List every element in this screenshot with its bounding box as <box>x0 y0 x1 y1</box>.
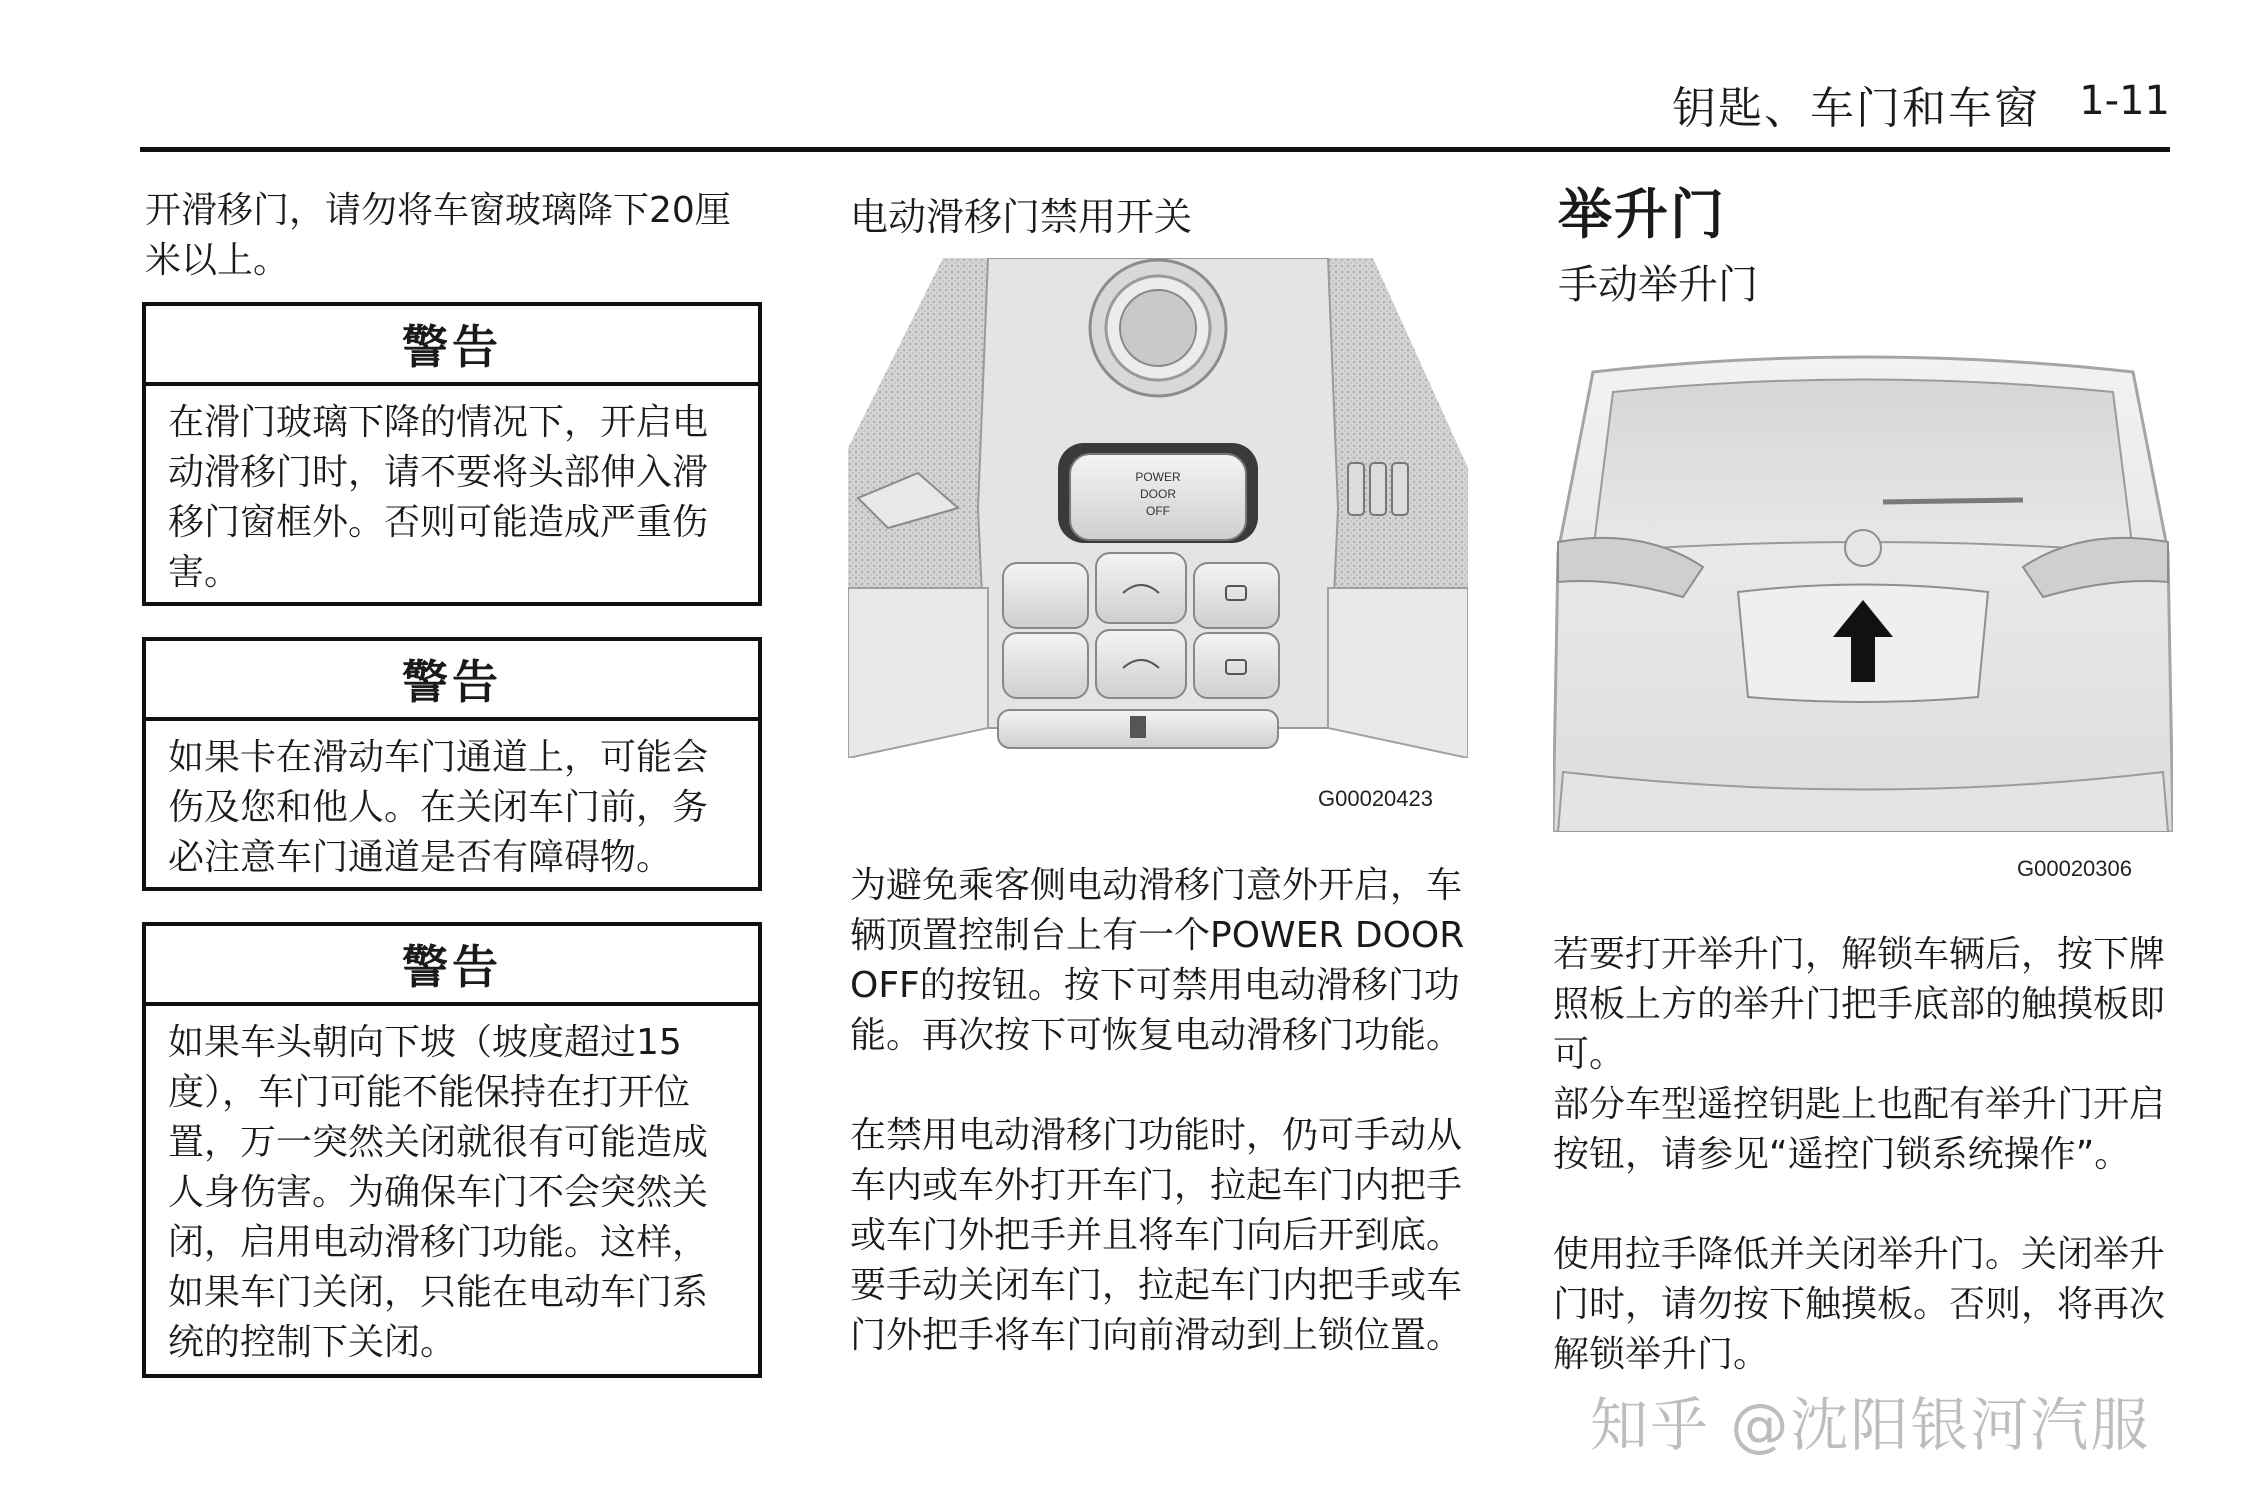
manual-liftgate-subheading: 手动举升门 <box>1558 262 1758 308</box>
warning-text: 在滑门玻璃下降的情况下，开启电动滑移门时，请不要将头部伸入滑移门窗框外。否则可能造成严重伤害。 <box>168 402 709 593</box>
liftgate-paragraph-2: 部分车型遥控钥匙上也配有举升门开启按钮，请参见“遥控门锁系统操作”。 <box>1553 1084 2166 1175</box>
section-title: 钥匙、车门和车窗 <box>1672 83 2040 134</box>
button-text-door: DOOR <box>1140 487 1176 501</box>
subheading-power-door-switch: 电动滑移门禁用开关 <box>850 195 1193 239</box>
figure-caption: G00020306 <box>2017 856 2132 881</box>
warning-text: 如果卡在滑动车门通道上，可能会伤及您和他人。在关闭车门前，务必注意车门通道是否有障碍物。 <box>168 737 709 878</box>
liftgate-heading: 举升门 <box>1558 183 1726 246</box>
overhead-console-figure <box>848 258 1468 758</box>
liftgate-paragraph-1: 若要打开举升门，解锁车辆后，按下牌照板上方的举升门把手底部的触摸板即可。 <box>1553 934 2166 1075</box>
power-door-paragraph-1: 为避免乘客侧电动滑移门意外开启，车辆顶置控制台上有一个POWER DOOR OFF的按钮。按下可禁用电动滑移门功能。再次按下可恢复电动滑移门功能。 <box>850 865 1465 1056</box>
button-text-power: POWER <box>1135 470 1181 484</box>
header-rule <box>140 147 2170 152</box>
warning-box-3 <box>142 922 762 1378</box>
warning-title: 警告 <box>146 926 758 1006</box>
intro-paragraph: 开滑移门，请勿将车窗玻璃降下20厘米以上。 <box>145 190 731 281</box>
liftgate-paragraph-3: 使用拉手降低并关闭举升门。关闭举升门时，请勿按下触摸板。否则，将再次解锁举升门。 <box>1553 1234 2166 1375</box>
warning-title: 警告 <box>146 306 758 386</box>
warning-text: 如果车头朝向下坡（坡度超过15度），车门可能不能保持在打开位置，万一突然关闭就很有可能造成人身伤害。为确保车门不会突然关闭，启用电动滑移门功能。这样，如果车门关闭，只能在电动车门系统的控制下关闭。 <box>168 1022 709 1363</box>
watermark: 知乎 @沈阳银河汽服 <box>1590 1391 2151 1459</box>
warning-box-2 <box>142 637 762 891</box>
figure-caption: G00020423 <box>1318 786 1433 811</box>
power-door-paragraph-2: 在禁用电动滑移门功能时，仍可手动从车内或车外打开车门，拉起车门内把手或车门外把手并且将车门向后开到底。要手动关闭车门，拉起车门内把手或车门外把手将车门向前滑动到上锁位置。 <box>850 1115 1463 1356</box>
warning-title: 警告 <box>146 641 758 721</box>
button-text-off: OFF <box>1146 504 1170 518</box>
warning-box-1 <box>142 302 762 606</box>
page-number: 1-11 <box>2079 78 2170 124</box>
liftgate-figure <box>1553 352 2173 832</box>
